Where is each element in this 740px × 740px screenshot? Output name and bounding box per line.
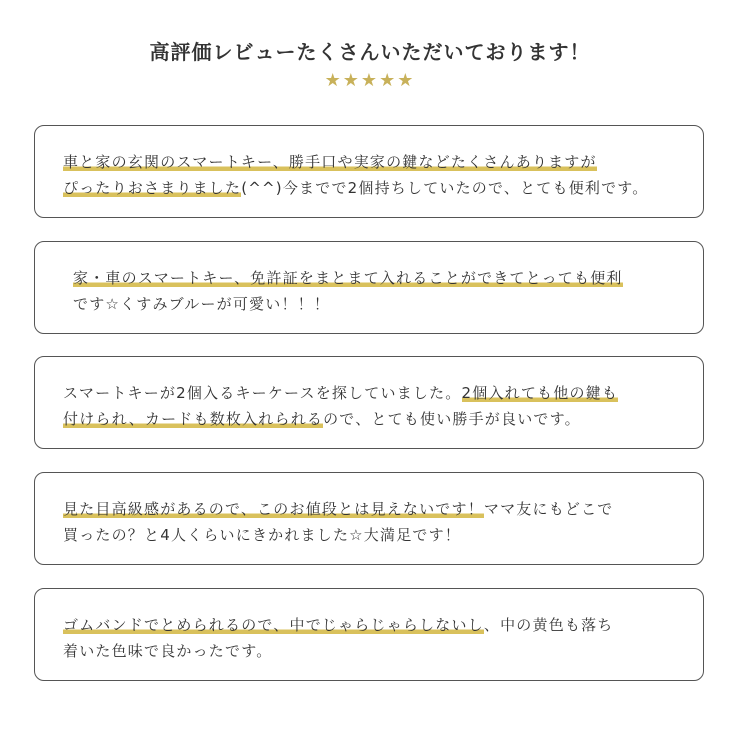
review-1-line-1-highlight: 車と家の玄関のスマートキー、勝手口や実家の鍵などたくさんありますが bbox=[63, 153, 597, 171]
review-3-line-2 bbox=[63, 409, 581, 429]
review-card-5 bbox=[34, 588, 704, 681]
review-3-line-1-text: スマートキーが2個入るキーケースを探していました。 bbox=[63, 384, 462, 402]
review-1-line-2-text: (^^)今までで2個持ちしていたので、とても便利です。 bbox=[241, 179, 649, 197]
review-4-line-1 bbox=[63, 499, 614, 519]
review-3-line-1 bbox=[63, 383, 618, 403]
review-2-line-2-text: です☆くすみブルーが可愛い！！！ bbox=[73, 295, 331, 313]
page-title: 高評価レビューたくさんいただいております！ bbox=[149, 40, 591, 64]
review-4-line-2-text: 買ったの？と4人くらいにきかれました☆大満足です！ bbox=[63, 526, 461, 544]
review-card-4 bbox=[34, 472, 704, 565]
review-card-1 bbox=[34, 125, 704, 218]
review-5-line-2-text: 着いた色味で良かったです。 bbox=[63, 642, 273, 660]
review-1-line-2-highlight: ぴったりおさまりました bbox=[63, 179, 242, 197]
review-2-line-2 bbox=[73, 294, 330, 314]
review-1-line-2 bbox=[63, 178, 649, 198]
review-card-2 bbox=[34, 241, 704, 334]
review-3-line-2-highlight: 付けられ、カードも数枚入れられる bbox=[63, 410, 324, 428]
review-card-3 bbox=[34, 356, 704, 449]
review-4-line-1-text: ママ友にもどこで bbox=[483, 500, 614, 518]
review-5-line-1-text: 、中の黄色も落ち bbox=[483, 616, 614, 634]
rating-stars-icon: ★★★★★ bbox=[324, 70, 416, 91]
review-2-line-1-highlight: 家・車のスマートキー、免許証をまとまて入れることができてとっても便利 bbox=[73, 269, 623, 287]
review-5-line-2 bbox=[63, 641, 272, 661]
review-5-line-1-highlight: ゴムバンドでとめられるので、中でじゃらじゃらしないし bbox=[63, 616, 484, 634]
review-2-line-1 bbox=[73, 268, 623, 288]
review-3-line-2-text: ので、とても使い勝手が良いです。 bbox=[323, 410, 581, 428]
review-4-line-2 bbox=[63, 525, 461, 545]
review-3-line-1-highlight: 2個入れても他の鍵も bbox=[461, 384, 619, 402]
review-5-line-1 bbox=[63, 615, 614, 635]
review-1-line-1 bbox=[63, 152, 597, 172]
review-4-line-1-highlight: 見た目高級感があるので、このお値段とは見えないです！ bbox=[63, 500, 484, 518]
